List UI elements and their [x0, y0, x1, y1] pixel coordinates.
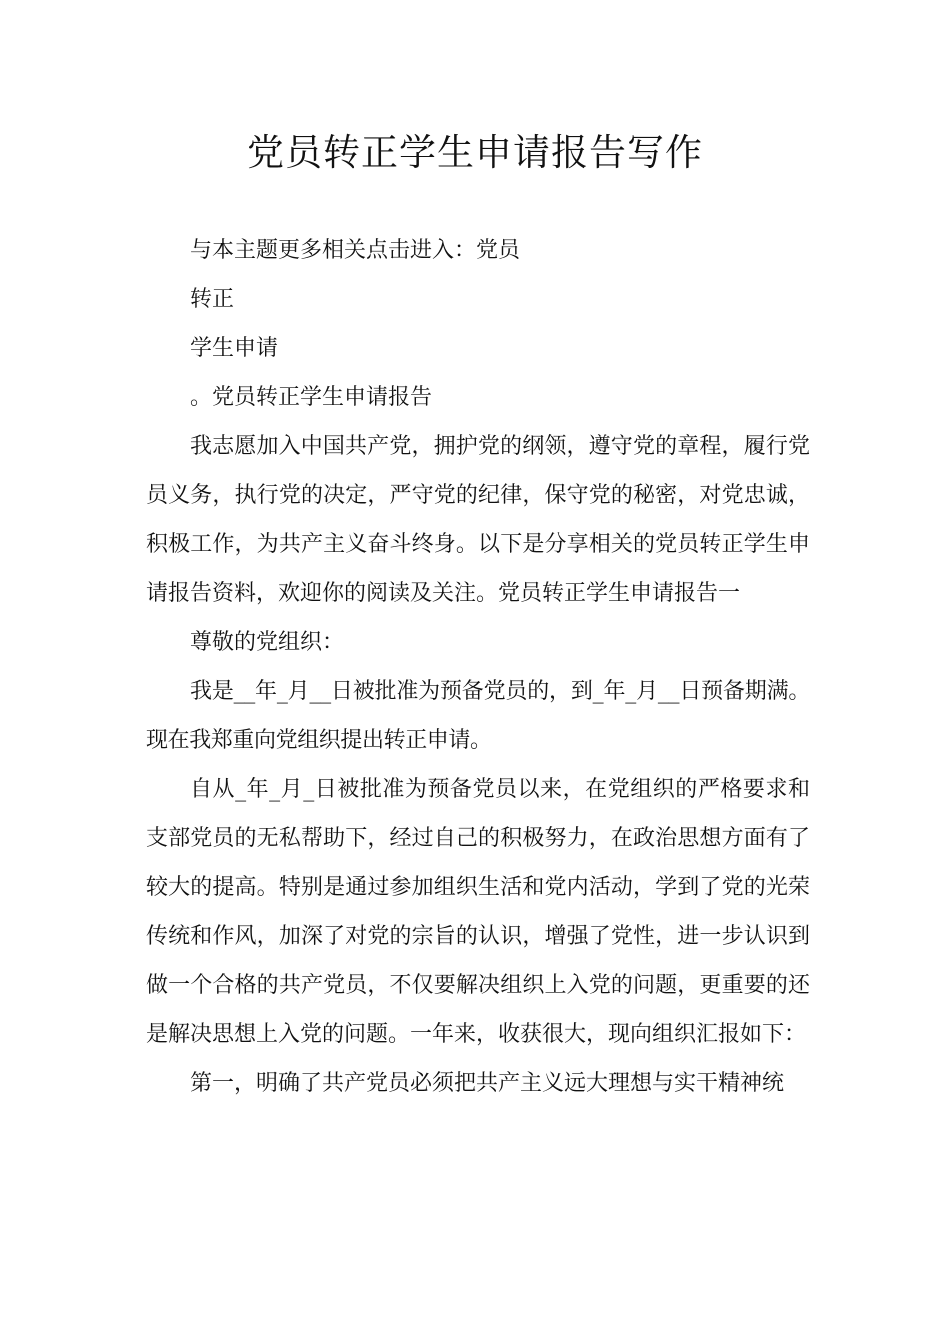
paragraph-progress: 自从_年_月_日被批准为预备党员以来，在党组织的严格要求和支部党员的无私帮助下，经过自己的积极努力，在政治思想方面有了较大的提高。特别是通过参加组织生活和党内活动，学到了党的光荣传统和作风，加深了对党的宗旨的认识，增强了党性，进一步认识到做一个合格的共产党员，不仅要解决组织上入党的问题，更重要的还是解决思想上入党的问题。一年来，收获很大，现向组织汇报如下：: [146, 777, 810, 1047]
paragraph-first-point: 第一，明确了共产党员必须把共产主义远大理想与实干精神统: [190, 1071, 785, 1096]
paragraph-keyword-student-application: 学生申请: [190, 336, 279, 361]
document-body: [146, 226, 810, 1108]
paragraph-related-topics: 与本主题更多相关点击进入：党员: [190, 238, 521, 263]
paragraph-salutation: 尊敬的党组织：: [190, 630, 345, 655]
document-title: 党员转正学生申请报告写作: [247, 131, 703, 174]
paragraph-keyword-zhuanzheng: 转正: [190, 287, 235, 312]
paragraph-report-heading: 。党员转正学生申请报告: [190, 385, 433, 410]
paragraph-oath: 我志愿加入中国共产党，拥护党的纲领，遵守党的章程，履行党员义务，执行党的决定，严守党的纪律，保守党的秘密，对党忠诚，积极工作，为共产主义奋斗终身。以下是分享相关的党员转正学生申请报告资料，欢迎你的阅读及关注。党员转正学生申请报告一: [146, 434, 810, 606]
paragraph-application: 我是__年_月__日被批准为预备党员的，到_年_月__日预备期满。现在我郑重向党组织提出转正申请。: [146, 679, 810, 753]
